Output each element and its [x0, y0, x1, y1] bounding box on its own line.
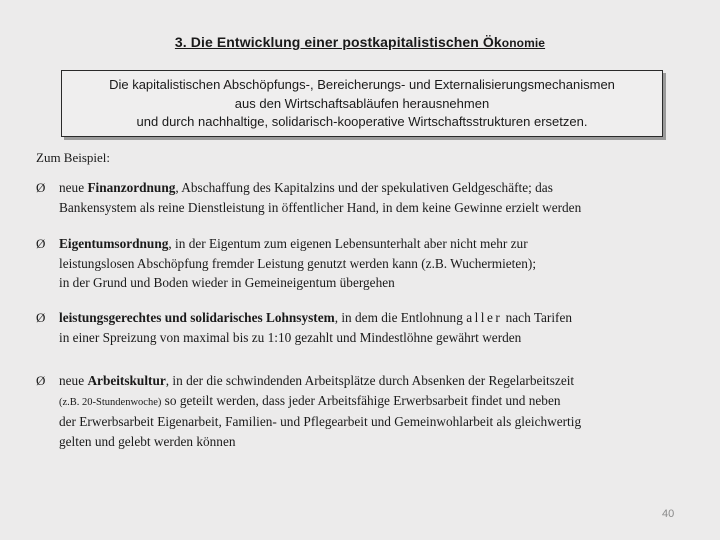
item-text: neue [59, 180, 88, 195]
item-text: in einer Spreizung von maximal bis zu 1:10 gezahlt und Mindestlöhne gewährt werden [59, 329, 522, 345]
arrow-bullet-icon: Ø [36, 373, 46, 388]
summary-box [61, 70, 663, 137]
item-text: neue [59, 373, 88, 388]
list-item-eigentumsordnung [36, 234, 696, 293]
list-item-finanzordnung [36, 178, 696, 217]
item-text: nach Tarifen [502, 310, 573, 325]
item-text: Bankensystem als reine Dienstleistung in öffentlicher Hand, in dem keine Gewinne erzielt werden [59, 199, 582, 215]
item-keyword: leistungsgerechtes und solidarisches Lohnsystem [59, 310, 335, 325]
title-text: 3. Die Entwicklung einer postkapitalistischen Ök [174, 34, 502, 50]
summary-line: Die kapitalistischen Abschöpfungs-, Bereicherungs- und Externalisierungsmechanismen [109, 77, 615, 92]
slide-title [0, 34, 720, 50]
item-text: , in der die schwindenden Arbeitsplätze durch Absenken der Regelarbeitszeit [165, 373, 575, 388]
summary-line: und durch nachhaltige, solidarisch-kooperative Wirtschaftsstrukturen ersetzen. [136, 114, 588, 129]
arrow-bullet-icon: Ø [36, 310, 46, 325]
item-text: , Abschaffung des Kapitalzins und der spekulativen Geldgeschäfte; das [175, 180, 553, 195]
arrow-bullet-icon: Ø [36, 236, 46, 251]
item-keyword: Arbeitskultur [87, 373, 166, 388]
item-text: , in dem die Entlohnung [334, 310, 467, 325]
item-keyword: Eigentumsordnung [59, 236, 169, 251]
lead-text: Zum Beispiel: [36, 150, 111, 165]
item-text-small: (z.B. 20-Stundenwoche) [59, 396, 162, 408]
item-text: so geteilt werden, dass jeder Arbeitsfähige Erwerbsarbeit findet und neben [161, 392, 561, 408]
item-text: leistungslosen Abschöpfung fremder Leistung genutzt werden kann (z.B. Wuchermieten); [59, 255, 537, 271]
item-keyword: Finanzordnung [87, 180, 176, 195]
list-item-lohnsystem [36, 308, 696, 347]
item-text: gelten und gelebt werden können [59, 433, 236, 449]
list-item-arbeitskultur [36, 371, 696, 451]
item-text: der Erwerbsarbeit Eigenarbeit, Familien- und Pflegearbeit und Gemeinwohlarbeit als gleichwertig [59, 414, 582, 429]
item-text: in der Grund und Boden wieder in Gemeineigentum übergehen [59, 275, 395, 290]
page-number: 40 [662, 508, 675, 520]
title-text-tail: onomie [501, 36, 546, 50]
arrow-bullet-icon: Ø [36, 180, 46, 195]
summary-line: aus den Wirtschaftsabläufen herausnehmen [234, 95, 490, 111]
item-text-spaced: aller [466, 310, 503, 325]
item-text: , in der Eigentum zum eigenen Lebensunterhalt aber nicht mehr zur [168, 236, 528, 251]
